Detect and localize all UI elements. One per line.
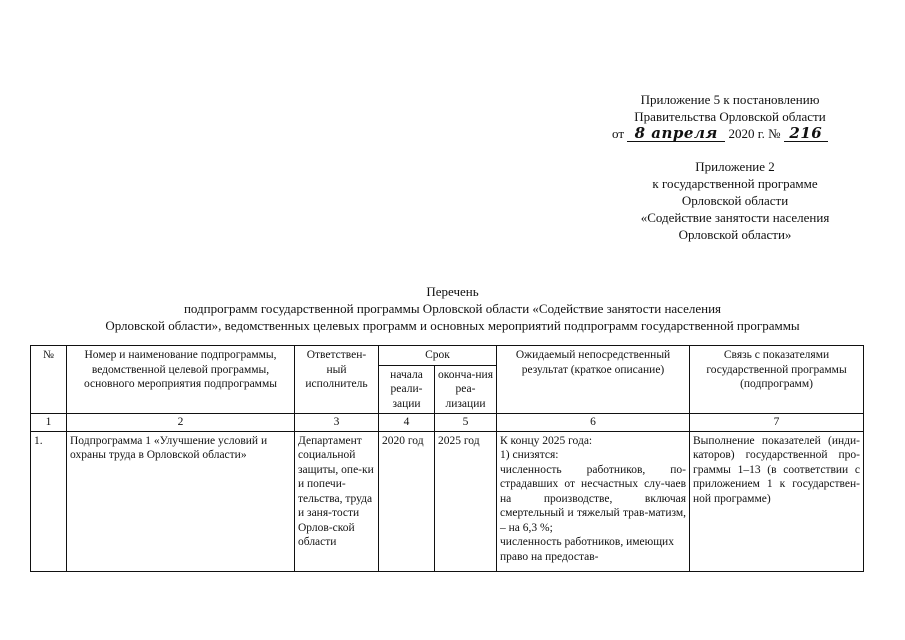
title-line1: Перечень <box>426 284 479 299</box>
appendix5-date-line <box>600 125 860 142</box>
column-number: 6 <box>497 414 690 432</box>
programs-table <box>30 345 864 572</box>
result-line: К концу 2025 года: <box>500 434 593 447</box>
appendix5-line2: Правительства Орловской области <box>634 109 826 124</box>
row-name: Подпрограмма 1 «Улучшение условий и охраны труда в Орловской области» <box>67 431 295 571</box>
header-result: Ожидаемый непосредственный результат (краткое описание) <box>497 346 690 414</box>
handwritten-date: 8 апреля <box>627 126 725 142</box>
row-start: 2020 год <box>379 431 435 571</box>
row-link: Выполнение показателей (инди-каторов) государственной про-граммы 1–13 (в соответствии с приложением 1 к государствен-ной программе) <box>690 431 864 571</box>
appendix2-line4: «Содействие занятости населения <box>640 210 830 225</box>
appendix2-line2: к государственной программе <box>652 176 818 191</box>
column-number: 1 <box>31 414 67 432</box>
column-number: 2 <box>67 414 295 432</box>
header-num: № <box>31 346 67 414</box>
appendix-2-header <box>600 158 870 243</box>
header-term: Срок <box>379 346 497 366</box>
header-name: Номер и наименование подпрограммы, ведомственной целевой программы, основного мероприятия подпрограммы <box>67 346 295 414</box>
appendix2-line1: Приложение 2 <box>695 159 775 174</box>
result-line: численность работников, по-страдавших от несчастных слу-чаев на производстве, включая смертельный и тяжелый трав-матизм, – на 6,3 %; <box>500 463 687 534</box>
row-result <box>497 431 690 571</box>
row-executor: Департамент социальной защиты, опе-ки и попечи-тельства, труда и заня-тости Орлов-ской области <box>295 431 379 571</box>
column-number-row <box>31 414 864 432</box>
date-prefix: от <box>612 126 625 141</box>
appendix5-line1: Приложение 5 к постановлению <box>640 92 820 107</box>
header-end: оконча-ния реа-лизации <box>435 365 497 414</box>
handwritten-number: 216 <box>784 126 828 142</box>
header-start: начала реали-зации <box>379 365 435 414</box>
title-line2: подпрограмм государственной программы Орловской области «Содействие занятости населения <box>183 301 722 316</box>
result-line: численность работников, имеющих право на предостав- <box>500 536 674 563</box>
date-year: 2020 г. № <box>728 126 781 141</box>
header-row-1 <box>31 346 864 366</box>
header-link: Связь с показателями государственной программы (подпрограмм) <box>690 346 864 414</box>
header-executor: Ответствен-ный исполнитель <box>295 346 379 414</box>
appendix-5-header <box>600 91 860 142</box>
column-number: 4 <box>379 414 435 432</box>
column-number: 7 <box>690 414 864 432</box>
row-num: 1. <box>31 431 67 571</box>
column-number: 3 <box>295 414 379 432</box>
appendix2-line5: Орловской области» <box>678 227 792 242</box>
row-end: 2025 год <box>435 431 497 571</box>
column-number: 5 <box>435 414 497 432</box>
result-line: 1) снизятся: <box>500 449 559 461</box>
appendix2-line3: Орловской области <box>681 193 789 208</box>
title-line3: Орловской области», ведомственных целевых программ и основных мероприятий подпрограмм государственной программы <box>105 318 800 333</box>
table-row <box>31 431 864 571</box>
document-title <box>20 283 885 334</box>
